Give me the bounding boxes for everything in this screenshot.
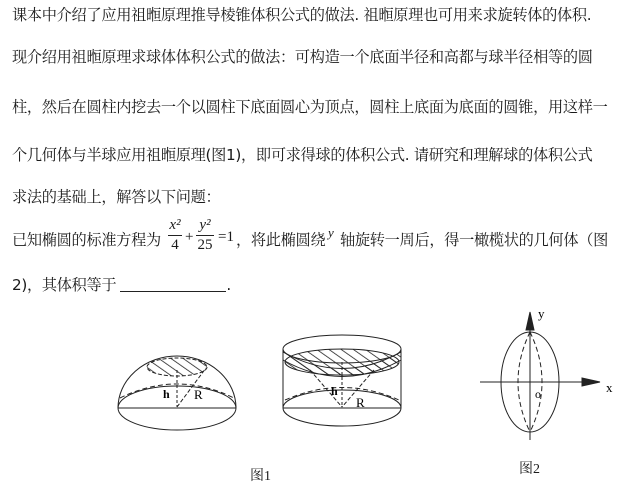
paragraph-line-5: 求法的基础上，解答以下问题： <box>12 188 221 206</box>
figure-1-caption: 图1 <box>250 469 271 484</box>
paragraph-line-2: 现介绍用祖暅原理求球体体积公式的做法：可构造一个底面半径和高都与球半径相等的圆 <box>12 48 593 66</box>
paragraph-line-4: 个几何体与半球应用祖暅原理(图1)，即可求得球的体积公式. 请研究和理解球的体积公式 <box>12 146 593 164</box>
figure-2-origin-label: o <box>535 387 541 401</box>
question-prefix: 已知椭圆的标准方程为 <box>12 231 161 249</box>
plus-sign: + <box>185 229 194 245</box>
paragraph-line-1: 课本中介绍了应用祖暅原理推导棱锥体积公式的做法. 祖暅原理也可用来求旋转体的体积. <box>12 6 592 24</box>
hemisphere-label-h: h <box>163 387 170 401</box>
equals-one: =1 <box>218 229 234 245</box>
fraction-y2-over-25: y² 25 <box>197 217 213 253</box>
figure-2-axis-y-label: y <box>538 306 545 321</box>
cylinder-figure <box>283 335 401 426</box>
question-line-2: 2)，其体积等于 . <box>12 276 231 294</box>
cylinder-label-h: h <box>331 384 338 398</box>
figure-2-ellipse <box>480 312 600 440</box>
paragraph-line-3: 柱，然后在圆柱内挖去一个以圆柱下底面圆心为顶点，圆柱上底面为底面的圆锥，用这样一 <box>12 98 608 116</box>
figure-2-caption: 图2 <box>519 462 540 477</box>
question-middle: ，将此椭圆绕 <box>236 231 326 249</box>
hemisphere-figure <box>118 356 236 430</box>
cylinder-label-R: R <box>356 395 365 410</box>
hemisphere-label-R: R <box>194 387 203 402</box>
question-suffix: 轴旋转一周后，得一橄榄状的几何体（图 <box>340 231 608 249</box>
figure-2-axis-x-label: x <box>606 380 613 395</box>
fraction-x2-over-4: x² 4 <box>169 217 181 253</box>
axis-variable-y: y <box>328 225 334 240</box>
